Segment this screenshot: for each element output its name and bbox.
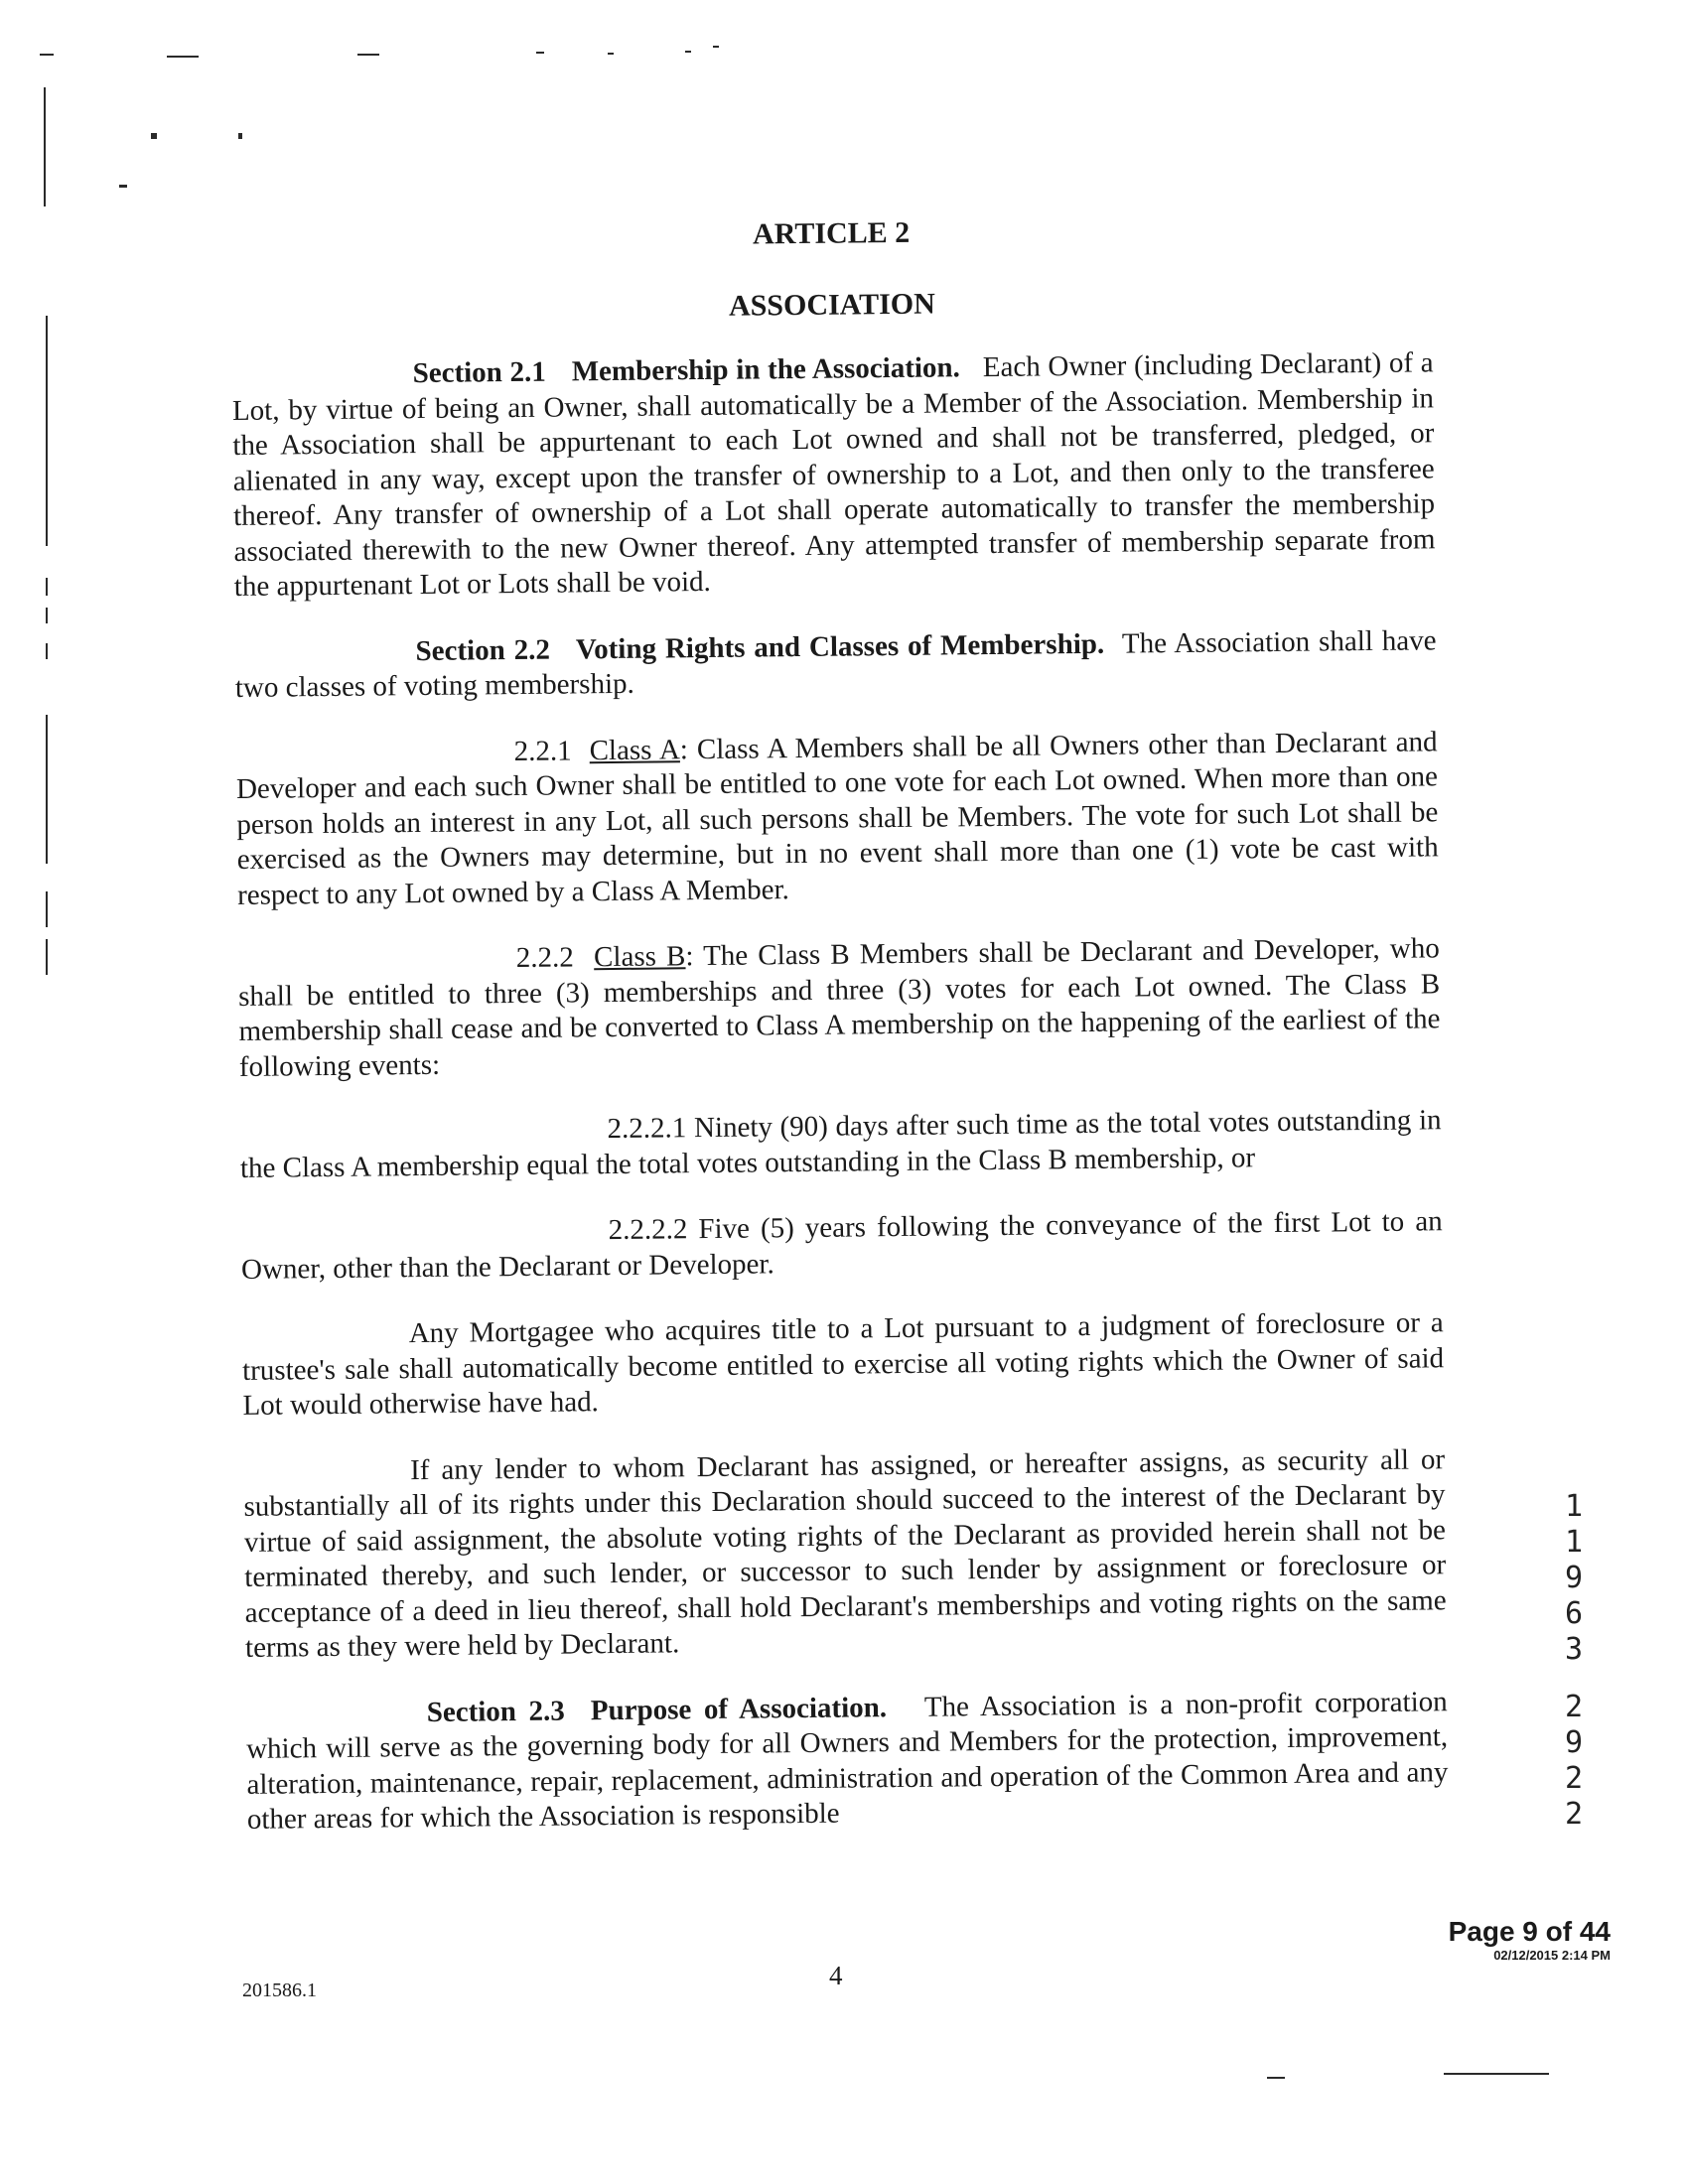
lender-paragraph: If any lender to whom Declarant has assigned, or hereafter assigns, as security all or substantially all of its rights under this Declaration should succeed to the interest of the Declarant by virtue of said assignment, the absolute voting rights of the Declarant as provided herein shall not be terminated thereby, and such lender, or successor to such lender by assignment or foreclosure or acceptance of a deed in lieu thereof, shall hold Declarant's memberships and voting rights on the same terms as they were held by Declarant. bbox=[243, 1442, 1447, 1664]
scan-edge-line-5 bbox=[46, 643, 48, 659]
scan-mark-top-1 bbox=[40, 54, 54, 56]
side-digit: 2 bbox=[1564, 1761, 1584, 1796]
section-2-3-paragraph bbox=[246, 1685, 1449, 1839]
article-title: ASSOCIATION bbox=[728, 287, 935, 323]
scan-edge-line-2 bbox=[46, 316, 48, 546]
side-digit: 9 bbox=[1564, 1561, 1584, 1595]
scan-mark-top-6 bbox=[685, 51, 691, 53]
clause-2-2-2-paragraph bbox=[238, 931, 1441, 1085]
section-2-3-text: The Association is a non-profit corporation which will serve as the governing body for all Owners and Members for the protection, improvement, alteration, maintenance, repair, replacement, administration and operation of the Common Area and any other areas for which the Association is responsible bbox=[245, 1685, 1449, 1836]
document-code: 201586.1 bbox=[242, 1979, 317, 2001]
section-2-3-title: Purpose of Association. bbox=[590, 1691, 888, 1726]
side-digit: 2 bbox=[1564, 1797, 1584, 1832]
section-2-2-paragraph bbox=[234, 623, 1437, 707]
clause-2-2-1-text: : Class A Members shall be all Owners other than Declarant and Developer and each such Owner shall be entitled to one vote for each Lot owned. When more than one person holds an interest in any Lot, all such persons shall be Members. The vote for such Lot shall be exercised as the Owners may determine, but in no event shall more than one (1) vote be cast with respect to any Lot owned by a Class A Member. bbox=[235, 725, 1439, 911]
section-2-2-text: The Association shall have two classes of voting membership. bbox=[234, 623, 1437, 704]
clause-2-2-2-number: 2.2.2 bbox=[515, 941, 574, 975]
scan-mark-top-2 bbox=[167, 56, 199, 58]
clause-2-2-1-number: 2.2.1 bbox=[513, 734, 572, 767]
mortgagee-paragraph: Any Mortgagee who acquires title to a Lot pursuant to a judgment of foreclosure or a trustee's sale shall automatically become entitled to exercise all voting rights which the Owner of said Lot would otherwise have had. bbox=[241, 1306, 1445, 1422]
scan-mark-bottom-2 bbox=[1444, 2073, 1549, 2075]
vertical-recording-number bbox=[1559, 1489, 1589, 1833]
article-heading: ARTICLE 2 bbox=[752, 215, 911, 251]
side-digit: 1 bbox=[1564, 1489, 1584, 1524]
side-digit: 2 bbox=[1564, 1690, 1584, 1724]
document-body bbox=[230, 209, 1449, 1868]
scan-mark-top-7 bbox=[713, 46, 719, 48]
side-digit: 9 bbox=[1564, 1725, 1584, 1760]
page-number: 4 bbox=[829, 1961, 843, 1990]
clause-2-2-2-text: : The Class B Members shall be Declarant and Developer, who shall be entitled to three (3) memberships and three (3) votes for each Lot owned. The Class B membership shall cease and be converted to Class A membership on the happening of the earliest of the following events: bbox=[237, 932, 1441, 1083]
scan-edge-line-7 bbox=[46, 891, 48, 927]
side-digit: 6 bbox=[1564, 1596, 1584, 1631]
section-2-2-number: Section 2.2 bbox=[415, 633, 551, 667]
scan-mark-top-5 bbox=[608, 53, 614, 55]
scan-edge-line-8 bbox=[46, 939, 48, 975]
recording-page-count: Page 9 of 44 bbox=[1448, 1916, 1611, 1947]
clause-2-2-2-2-paragraph: 2.2.2.2 Five (5) years following the conveyance of the first Lot to an Owner, other than the Declarant or Developer. bbox=[240, 1205, 1443, 1286]
scan-edge-line-3 bbox=[46, 578, 48, 596]
clause-2-2-1-label: Class A bbox=[589, 733, 680, 766]
side-digit: 3 bbox=[1564, 1632, 1584, 1667]
scan-mark-top-3 bbox=[357, 54, 379, 56]
side-digit: 1 bbox=[1564, 1525, 1584, 1560]
section-2-3-number: Section 2.3 bbox=[426, 1695, 565, 1728]
section-2-1-number: Section 2.1 bbox=[412, 355, 546, 390]
section-2-1-text: Each Owner (including Declarant) of a Lot, by virtue of being an Owner, shall automatically be a Member of the Association. Membership in the Association shall be appurtenant to each Lot owned and shall not be transferred, pledged, or alienated in any way, except upon the transfer of ownership to a Lot, and then only to the transferee thereof. Any transfer of ownership of a Lot shall operate automatically to transfer the membership associated therewith to the new Owner thereof. Any attempted transfer of membership separate from the appurtenant Lot or Lots shall be void. bbox=[231, 346, 1436, 603]
section-2-1-paragraph bbox=[231, 345, 1436, 605]
recording-stamp bbox=[1449, 1916, 1611, 1964]
scan-mark-bottom-1 bbox=[1267, 2077, 1285, 2079]
scan-mark-top-4 bbox=[536, 52, 544, 54]
scan-mark-dot-3 bbox=[119, 185, 127, 188]
scan-mark-dot-2 bbox=[238, 133, 242, 139]
section-2-1-title: Membership in the Association. bbox=[571, 351, 961, 388]
clause-2-2-1-paragraph bbox=[235, 725, 1439, 913]
clause-2-2-2-label: Class B bbox=[593, 940, 686, 974]
section-2-2-title: Voting Rights and Classes of Membership. bbox=[575, 627, 1105, 665]
scan-edge-line-6 bbox=[46, 715, 48, 864]
recording-datetime: 02/12/2015 2:14 PM bbox=[1493, 1948, 1611, 1963]
clause-2-2-2-1-paragraph: 2.2.2.1 Ninety (90) days after such time as the total votes outstanding in the Class A membership equal the total votes outstanding in the Class B membership, or bbox=[239, 1104, 1442, 1184]
scan-mark-dot-1 bbox=[151, 133, 157, 139]
scan-edge-line-1 bbox=[44, 87, 46, 206]
scan-edge-line-4 bbox=[46, 608, 48, 623]
